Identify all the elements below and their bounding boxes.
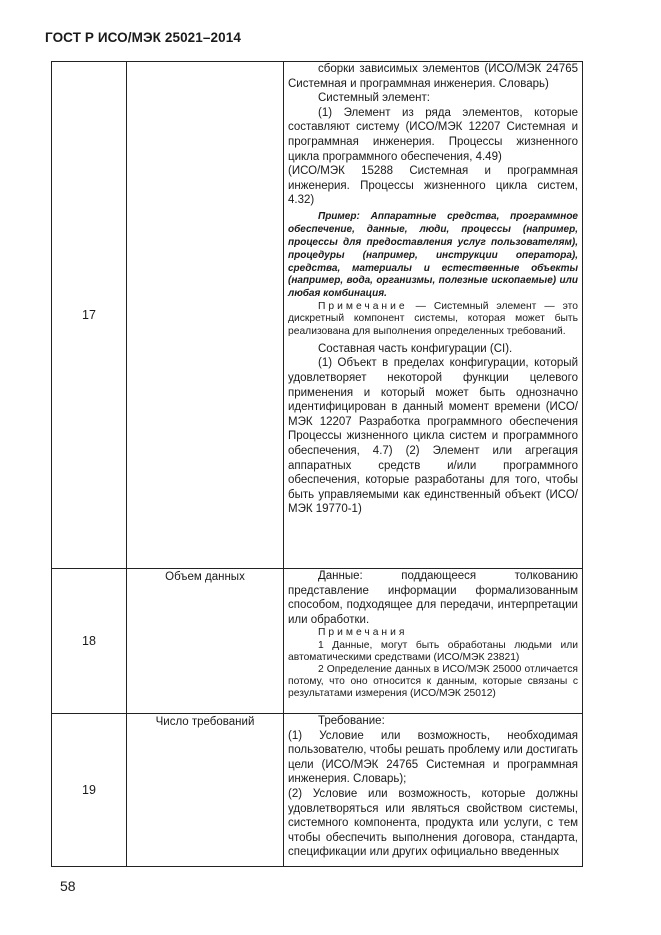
note-text: 2 Определение данных в ИСО/МЭК 25000 отличается потому, что оно относится к данным, которые связаны с результатами измерения (ИСО/МЭК 25012) [288,663,578,700]
paragraph: Требование: [318,715,385,727]
page-number: 58 [60,878,76,894]
paragraph: Составная часть конфигурации (CI). [318,342,513,355]
note-text [288,301,578,338]
paragraph: (1) Условие или возможность, необходимая пользователю, чтобы решать проблему или достигать цели (ИСО/МЭК 24765 Системная и программная инженерия. Словарь); [288,729,578,786]
notes-heading: Примечания [318,627,408,639]
row-definition [284,62,582,568]
document-header: ГОСТ Р ИСО/МЭК 25021–2014 [45,30,241,45]
paragraph: (1) Элемент из ряда элементов, которые составляют систему (ИСО/МЭК 12207 Системная и программная инженерия. Процессы жизненного цикла программного обеспечения, 4.49) [288,106,578,163]
paragraph: сборки зависимых элементов (ИСО/МЭК 24765 Системная и программная инженерия. Словарь) [288,63,578,90]
note-label: Примечание [318,301,408,313]
example-text: Пример: Аппаратные средства, программное обеспечение, данные, люди, процессы (например, процессы для предоставления услуг пользователям), процедуры (например, инструкции оператора), средства, материалы и естественные объекты (например, вода, организмы, полезные ископаемые) или любая комбинация. [288,210,578,300]
row-name [127,62,284,568]
terms-table [51,61,583,867]
row-number: 17 [52,62,127,568]
note-text: 1 Данные, могут быть обработаны людьми или автоматическими средствами (ИСО/МЭК 23821) [288,639,578,663]
note-body: — Системный элемент — это дискретный компонент системы, которая может быть реализована для выполнения определенных требований. [288,301,578,337]
row-definition [284,714,582,866]
paragraph: (1) Объект в пределах конфигурации, который удовлетворяет некоторой функции целевого применения и который может быть однозначно идентифицирован в данный момент времени (ИСО/МЭК 12207 Разработка программного обеспечения Процессы жизненного цикла систем и программного обеспечения, 4.7) (2) Элемент или агрегация аппаратных средств и/или программного обеспечения, которые разработаны для того, чтобы быть управляемыми как единственный объект (ИСО/МЭК 19770-1) [288,357,578,516]
table-row [52,568,582,713]
row-definition [284,569,582,713]
table-row [52,62,582,568]
paragraph: (2) Условие или возможность, которые должны удовлетворяться или являться свойством системы, системного компонента, продукта или услуги, с тем чтобы обеспечить выполнения договора, стандарта, спецификации или других официально введенных [288,787,578,859]
paragraph: (ИСО/МЭК 15288 Системная и программная инженерия. Процессы жизненного цикла систем, 4.32) [288,165,578,207]
row-name: Число требований [127,714,284,866]
row-number: 19 [52,714,127,866]
row-number: 18 [52,569,127,713]
paragraph: Данные: поддающееся толкованию представление информации формализованным способом, подходящее для передачи, интерпретации или обработки. [288,570,578,626]
row-name: Объем данных [127,569,284,713]
paragraph: Системный элемент: [318,92,430,105]
table-row [52,713,582,866]
